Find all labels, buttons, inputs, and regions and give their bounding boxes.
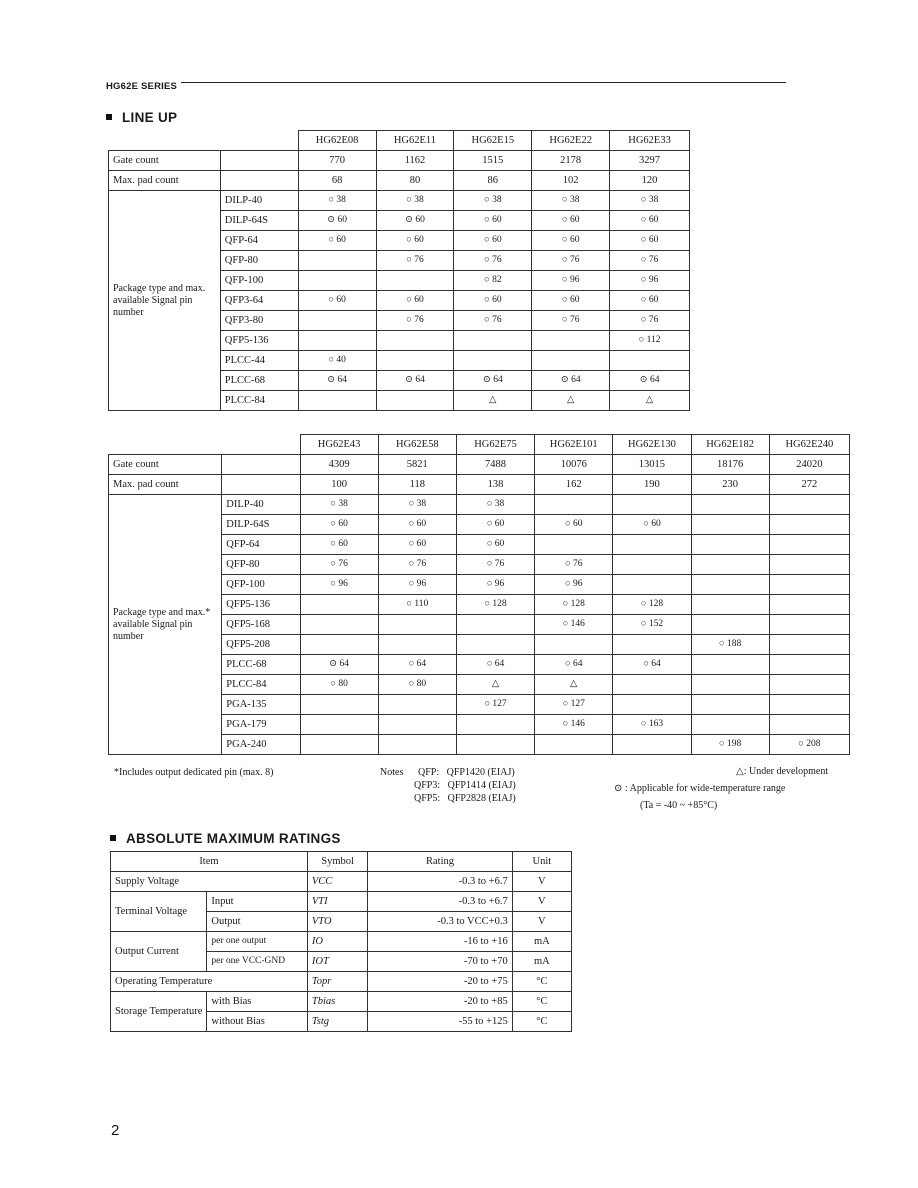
page-header xyxy=(106,76,786,90)
symbol-cell: IOT xyxy=(307,952,367,972)
package-cell: ○ 96 xyxy=(300,575,378,595)
notes-label: Notes xyxy=(380,767,404,778)
pad-count-row xyxy=(109,475,850,495)
package-cell: ○ 128 xyxy=(535,595,613,615)
spacer-cell xyxy=(222,475,300,495)
package-cell: ○ 76 xyxy=(610,311,690,331)
model-name: HG62E11 xyxy=(376,131,454,151)
package-name: QFP3-64 xyxy=(220,291,298,311)
gate-count-value: 1515 xyxy=(454,151,532,171)
package-cell: ○ 127 xyxy=(456,695,534,715)
package-cell: ○ 146 xyxy=(535,615,613,635)
pad-count-label: Max. pad count xyxy=(109,475,222,495)
package-cell: △ xyxy=(454,391,532,411)
under-development-note: △: Under development xyxy=(736,766,829,777)
package-cell: ○ 60 xyxy=(454,211,532,231)
package-name: QFP5-168 xyxy=(222,615,300,635)
unit-cell: V xyxy=(512,912,571,932)
rating-cell: -0.3 to +6.7 xyxy=(368,892,512,912)
lineup-table-2 xyxy=(108,434,850,755)
corner-blank xyxy=(109,131,299,151)
package-cell xyxy=(769,535,849,555)
package-cell: ○ 112 xyxy=(610,331,690,351)
pad-count-value: 102 xyxy=(532,171,610,191)
spacer-cell xyxy=(222,455,300,475)
gate-count-value: 7488 xyxy=(456,455,534,475)
package-cell: ○ 60 xyxy=(298,231,376,251)
gate-count-value: 13015 xyxy=(613,455,691,475)
package-cell xyxy=(691,555,769,575)
package-cell xyxy=(456,615,534,635)
package-cell xyxy=(613,535,691,555)
symbol-cell: Tbias xyxy=(307,992,367,1012)
package-cell xyxy=(769,655,849,675)
bullet-icon xyxy=(110,835,116,841)
package-cell xyxy=(769,675,849,695)
unit-cell: V xyxy=(512,892,571,912)
package-cell xyxy=(769,615,849,635)
sub-item-cell: Input xyxy=(207,892,307,912)
package-cell: ○ 163 xyxy=(613,715,691,735)
rating-cell: -20 to +75 xyxy=(368,972,512,992)
package-cell xyxy=(610,351,690,371)
item-cell: Operating Temperature xyxy=(111,972,308,992)
package-cell: ⊙ 64 xyxy=(300,655,378,675)
package-cell xyxy=(769,515,849,535)
package-cell: ⊙ 64 xyxy=(454,371,532,391)
package-cell: ○ 60 xyxy=(298,291,376,311)
package-name: PLCC-84 xyxy=(220,391,298,411)
wide-temp-range: (Ta = -40 ~ +85°C) xyxy=(640,800,718,811)
spacer-cell xyxy=(220,151,298,171)
unit-header: Unit xyxy=(512,852,571,872)
package-cell: ○ 96 xyxy=(378,575,456,595)
package-name: QFP3-80 xyxy=(220,311,298,331)
package-cell xyxy=(532,351,610,371)
pad-count-value: 190 xyxy=(613,475,691,495)
package-cell: ○ 76 xyxy=(535,555,613,575)
package-cell: ○ 60 xyxy=(378,515,456,535)
lineup-heading xyxy=(106,110,177,125)
header-rule xyxy=(106,82,786,83)
package-cell: △ xyxy=(535,675,613,695)
package-cell xyxy=(691,715,769,735)
package-cell xyxy=(691,655,769,675)
package-cell: ⊙ 64 xyxy=(532,371,610,391)
gate-count-value: 4309 xyxy=(300,455,378,475)
package-cell: ○ 40 xyxy=(298,351,376,371)
package-cell: ○ 38 xyxy=(532,191,610,211)
model-name: HG62E75 xyxy=(456,435,534,455)
package-cell xyxy=(300,735,378,755)
package-cell: ○ 38 xyxy=(298,191,376,211)
package-cell xyxy=(613,495,691,515)
package-cell: ○ 38 xyxy=(300,495,378,515)
package-cell: ○ 60 xyxy=(300,515,378,535)
package-cell xyxy=(769,495,849,515)
package-cell xyxy=(298,331,376,351)
sub-item-cell: without Bias xyxy=(207,1012,307,1032)
package-cell xyxy=(769,715,849,735)
unit-cell: °C xyxy=(512,1012,571,1032)
package-cell xyxy=(769,595,849,615)
package-cell xyxy=(456,735,534,755)
package-cell: ○ 76 xyxy=(376,311,454,331)
package-cell xyxy=(298,251,376,271)
package-cell: ○ 38 xyxy=(456,495,534,515)
package-cell xyxy=(769,635,849,655)
lineup-title: LINE UP xyxy=(122,110,178,125)
bullet-icon xyxy=(106,114,112,120)
package-cell: ○ 80 xyxy=(300,675,378,695)
package-cell: ○ 64 xyxy=(535,655,613,675)
package-name: DILP-40 xyxy=(222,495,300,515)
sub-item-cell: Output xyxy=(207,912,307,932)
gate-count-row xyxy=(109,455,850,475)
package-cell xyxy=(535,735,613,755)
package-name: PGA-240 xyxy=(222,735,300,755)
symbol-cell: Topr xyxy=(307,972,367,992)
package-cell: ⊙ 64 xyxy=(376,371,454,391)
package-cell xyxy=(298,271,376,291)
package-cell xyxy=(454,331,532,351)
package-cell xyxy=(300,715,378,735)
item-cell: Terminal Voltage xyxy=(111,892,207,932)
item-cell: Output Current xyxy=(111,932,207,972)
package-cell: ○ 60 xyxy=(454,231,532,251)
model-name: HG62E22 xyxy=(532,131,610,151)
package-name: QFP5-208 xyxy=(222,635,300,655)
package-cell: ○ 128 xyxy=(613,595,691,615)
package-cell xyxy=(691,535,769,555)
table-row xyxy=(111,872,572,892)
package-cell xyxy=(769,695,849,715)
pad-count-value: 80 xyxy=(376,171,454,191)
model-name: HG62E240 xyxy=(769,435,849,455)
pad-count-value: 230 xyxy=(691,475,769,495)
symbol-header: Symbol xyxy=(307,852,367,872)
package-name: QFP-64 xyxy=(222,535,300,555)
package-name: QFP-100 xyxy=(220,271,298,291)
package-cell xyxy=(769,555,849,575)
ratings-table xyxy=(110,851,572,1032)
package-cell: ⊙ 64 xyxy=(610,371,690,391)
model-name: HG62E33 xyxy=(610,131,690,151)
package-cell: ○ 96 xyxy=(532,271,610,291)
item-cell: Storage Temperature xyxy=(111,992,207,1032)
gate-count-row xyxy=(109,151,690,171)
package-cell: ○ 38 xyxy=(610,191,690,211)
package-label: Package type and max.* available Signal pin number xyxy=(109,495,222,755)
footnote: *Includes output dedicated pin (max. 8) xyxy=(114,767,274,778)
unit-cell: mA xyxy=(512,932,571,952)
pad-count-value: 100 xyxy=(300,475,378,495)
package-cell: ○ 60 xyxy=(376,291,454,311)
pad-count-value: 118 xyxy=(378,475,456,495)
package-cell: ○ 60 xyxy=(610,211,690,231)
rating-header: Rating xyxy=(368,852,512,872)
package-cell xyxy=(456,715,534,735)
model-name: HG62E15 xyxy=(454,131,532,151)
package-cell xyxy=(376,271,454,291)
package-cell xyxy=(300,695,378,715)
package-cell xyxy=(691,495,769,515)
package-cell: ⊙ 60 xyxy=(376,211,454,231)
package-cell xyxy=(535,635,613,655)
rating-cell: -16 to +16 xyxy=(368,932,512,952)
package-cell: ○ 96 xyxy=(610,271,690,291)
package-name: QFP-64 xyxy=(220,231,298,251)
package-cell: ○ 80 xyxy=(378,675,456,695)
package-label: Package type and max. available Signal pin number xyxy=(109,191,221,411)
ratings-heading xyxy=(110,831,341,846)
package-cell: ○ 146 xyxy=(535,715,613,735)
sub-item-cell: per one output xyxy=(207,932,307,952)
pad-count-value: 162 xyxy=(535,475,613,495)
package-cell: △ xyxy=(610,391,690,411)
pad-count-value: 138 xyxy=(456,475,534,495)
model-name: HG62E130 xyxy=(613,435,691,455)
package-cell: ⊙ 60 xyxy=(298,211,376,231)
table-row xyxy=(111,992,572,1012)
symbol-cell: VCC xyxy=(307,872,367,892)
rating-cell: -70 to +70 xyxy=(368,952,512,972)
package-cell xyxy=(376,331,454,351)
qfp-line-3: QFP5: QFP2828 (EIAJ) xyxy=(414,793,516,804)
package-cell: ○ 60 xyxy=(535,515,613,535)
gate-count-value: 3297 xyxy=(610,151,690,171)
unit-cell: °C xyxy=(512,992,571,1012)
unit-cell: mA xyxy=(512,952,571,972)
package-cell xyxy=(691,695,769,715)
package-cell: ○ 60 xyxy=(456,515,534,535)
package-cell xyxy=(769,575,849,595)
model-name: HG62E101 xyxy=(535,435,613,455)
model-name: HG62E08 xyxy=(298,131,376,151)
package-cell: ○ 60 xyxy=(532,291,610,311)
package-cell: ○ 96 xyxy=(456,575,534,595)
package-cell xyxy=(378,615,456,635)
package-row xyxy=(109,191,690,211)
package-cell: ○ 60 xyxy=(376,231,454,251)
gate-count-value: 18176 xyxy=(691,455,769,475)
package-cell xyxy=(300,595,378,615)
package-name: DILP-40 xyxy=(220,191,298,211)
rating-cell: -20 to +85 xyxy=(368,992,512,1012)
package-cell: ○ 60 xyxy=(456,535,534,555)
package-cell: ○ 128 xyxy=(456,595,534,615)
gate-count-value: 10076 xyxy=(535,455,613,475)
package-cell: ○ 76 xyxy=(610,251,690,271)
package-name: QFP5-136 xyxy=(220,331,298,351)
package-cell: ○ 64 xyxy=(456,655,534,675)
package-cell: ○ 76 xyxy=(532,251,610,271)
table-row xyxy=(111,892,572,912)
series-title: HG62E SERIES xyxy=(106,81,181,92)
package-name: PLCC-68 xyxy=(222,655,300,675)
package-cell xyxy=(378,635,456,655)
pad-count-value: 68 xyxy=(298,171,376,191)
package-name: PLCC-84 xyxy=(222,675,300,695)
rating-cell: -0.3 to VCC+0.3 xyxy=(368,912,512,932)
package-cell xyxy=(691,515,769,535)
package-name: QFP-80 xyxy=(220,251,298,271)
unit-cell: °C xyxy=(512,972,571,992)
symbol-cell: VTI xyxy=(307,892,367,912)
package-cell xyxy=(378,735,456,755)
package-cell: ○ 198 xyxy=(691,735,769,755)
gate-count-value: 1162 xyxy=(376,151,454,171)
package-cell: ○ 76 xyxy=(378,555,456,575)
table-row xyxy=(111,932,572,952)
package-name: PLCC-68 xyxy=(220,371,298,391)
package-cell xyxy=(613,555,691,575)
package-cell: ○ 38 xyxy=(378,495,456,515)
package-cell: ○ 60 xyxy=(613,515,691,535)
package-name: PGA-135 xyxy=(222,695,300,715)
spacer-cell xyxy=(220,171,298,191)
model-name: HG62E43 xyxy=(300,435,378,455)
package-name: PGA-179 xyxy=(222,715,300,735)
package-name: QFP-80 xyxy=(222,555,300,575)
corner-blank xyxy=(109,435,301,455)
package-cell xyxy=(613,735,691,755)
gate-count-value: 770 xyxy=(298,151,376,171)
package-cell: ○ 60 xyxy=(454,291,532,311)
package-cell: ○ 76 xyxy=(456,555,534,575)
package-name: DILP-64S xyxy=(222,515,300,535)
package-cell xyxy=(456,635,534,655)
package-cell: ⊙ 64 xyxy=(298,371,376,391)
ratings-header-row xyxy=(111,852,572,872)
model-name: HG62E58 xyxy=(378,435,456,455)
package-cell xyxy=(691,595,769,615)
package-cell xyxy=(376,391,454,411)
gate-count-value: 2178 xyxy=(532,151,610,171)
pad-count-label: Max. pad count xyxy=(109,171,221,191)
package-cell xyxy=(613,675,691,695)
qfp-line-2: QFP3: QFP1414 (EIAJ) xyxy=(414,780,516,791)
pad-count-value: 120 xyxy=(610,171,690,191)
model-header-row xyxy=(109,435,850,455)
lineup-table-1 xyxy=(108,130,690,411)
package-row xyxy=(109,495,850,515)
package-cell xyxy=(298,391,376,411)
package-cell: ○ 76 xyxy=(454,311,532,331)
package-cell: ○ 38 xyxy=(376,191,454,211)
model-name: HG62E182 xyxy=(691,435,769,455)
table-row xyxy=(111,972,572,992)
package-cell xyxy=(378,715,456,735)
sub-item-cell: per one VCC-GND xyxy=(207,952,307,972)
package-cell xyxy=(376,351,454,371)
package-cell: △ xyxy=(532,391,610,411)
package-cell xyxy=(300,635,378,655)
pad-count-row xyxy=(109,171,690,191)
package-cell: ○ 110 xyxy=(378,595,456,615)
ratings-title: ABSOLUTE MAXIMUM RATINGS xyxy=(126,831,341,846)
package-cell: ○ 64 xyxy=(613,655,691,675)
symbol-cell: Tstg xyxy=(307,1012,367,1032)
package-name: PLCC-44 xyxy=(220,351,298,371)
symbol-cell: IO xyxy=(307,932,367,952)
gate-count-value: 24020 xyxy=(769,455,849,475)
qfp-line-1: QFP: QFP1420 (EIAJ) xyxy=(418,767,515,778)
package-cell: ○ 208 xyxy=(769,735,849,755)
rating-cell: -55 to +125 xyxy=(368,1012,512,1032)
pad-count-value: 86 xyxy=(454,171,532,191)
package-cell xyxy=(691,615,769,635)
package-cell xyxy=(613,575,691,595)
package-cell: ○ 60 xyxy=(532,211,610,231)
wide-temp-note: ⊙ : Applicable for wide-temperature range xyxy=(614,783,786,794)
package-cell: ○ 38 xyxy=(454,191,532,211)
item-header: Item xyxy=(111,852,308,872)
package-cell: ○ 76 xyxy=(300,555,378,575)
package-cell: ○ 60 xyxy=(378,535,456,555)
gate-count-value: 5821 xyxy=(378,455,456,475)
package-cell xyxy=(691,575,769,595)
package-name: QFP-100 xyxy=(222,575,300,595)
package-cell xyxy=(535,535,613,555)
package-cell: ○ 76 xyxy=(376,251,454,271)
package-cell xyxy=(691,675,769,695)
package-cell: ○ 82 xyxy=(454,271,532,291)
gate-count-label: Gate count xyxy=(109,151,221,171)
package-cell xyxy=(300,615,378,635)
package-name: DILP-64S xyxy=(220,211,298,231)
package-cell: ○ 60 xyxy=(300,535,378,555)
package-cell: ○ 60 xyxy=(610,291,690,311)
model-header-row xyxy=(109,131,690,151)
package-cell: △ xyxy=(456,675,534,695)
package-cell: ○ 60 xyxy=(610,231,690,251)
pad-count-value: 272 xyxy=(769,475,849,495)
package-cell: ○ 60 xyxy=(532,231,610,251)
gate-count-label: Gate count xyxy=(109,455,222,475)
symbol-cell: VTO xyxy=(307,912,367,932)
sub-item-cell: with Bias xyxy=(207,992,307,1012)
item-cell: Supply Voltage xyxy=(111,872,308,892)
rating-cell: -0.3 to +6.7 xyxy=(368,872,512,892)
page-number: 2 xyxy=(111,1122,120,1139)
package-cell: ○ 96 xyxy=(535,575,613,595)
package-cell xyxy=(535,495,613,515)
package-cell xyxy=(378,695,456,715)
package-cell: ○ 76 xyxy=(454,251,532,271)
package-cell xyxy=(613,635,691,655)
package-cell xyxy=(532,331,610,351)
package-name: QFP5-136 xyxy=(222,595,300,615)
package-cell: ○ 188 xyxy=(691,635,769,655)
package-cell: ○ 76 xyxy=(532,311,610,331)
package-cell: ○ 152 xyxy=(613,615,691,635)
package-cell: ○ 127 xyxy=(535,695,613,715)
package-cell xyxy=(454,351,532,371)
package-cell xyxy=(613,695,691,715)
unit-cell: V xyxy=(512,872,571,892)
package-cell xyxy=(298,311,376,331)
package-cell: ○ 64 xyxy=(378,655,456,675)
